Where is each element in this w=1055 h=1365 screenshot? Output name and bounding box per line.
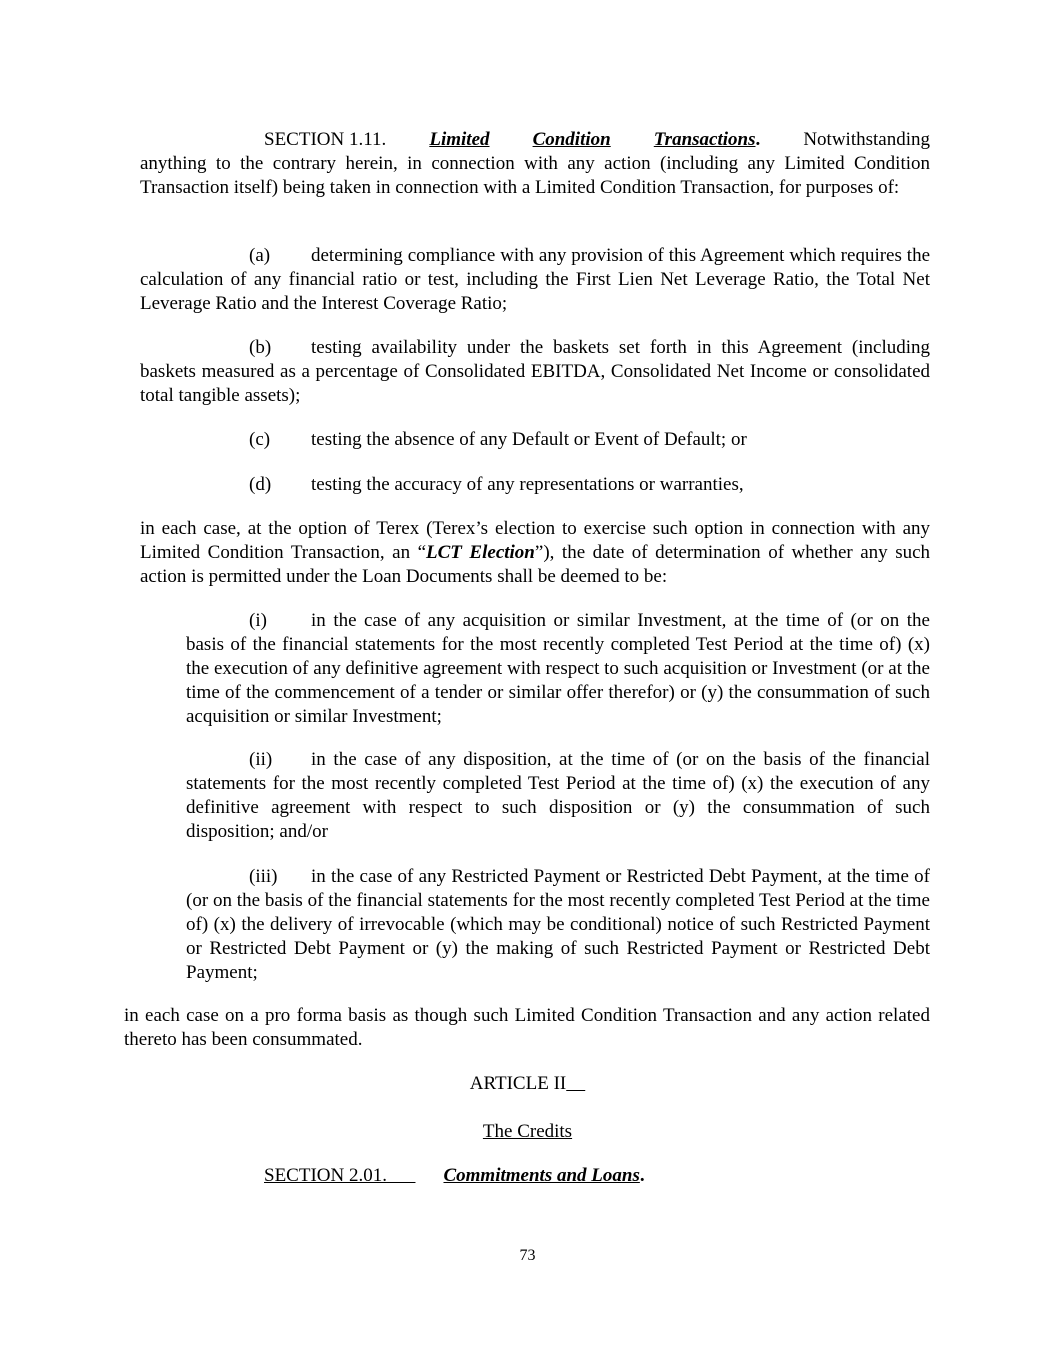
page-number: 73 <box>519 1247 536 1264</box>
clause-ii-label: (ii) <box>249 749 273 770</box>
lct-election-paragraph <box>140 517 930 589</box>
clause-i-label: (i) <box>249 610 267 631</box>
clause-a-label: (a) <box>249 245 271 266</box>
clause-iii <box>186 865 930 985</box>
clause-a <box>140 244 930 316</box>
clause-b <box>140 336 930 408</box>
clause-ii-text: in the case of any disposition, at the time of (or on the basis of the financial statements for the most recently completed Test Period at the time of) (x) the execution of any definitive agreement with respect to such disposition or (y) the consummation of such disposition; and/or <box>186 749 930 842</box>
clause-d-label: (d) <box>249 474 272 495</box>
article-subheading <box>0 1120 1055 1144</box>
closing-paragraph: in each case on a pro forma basis as though such Limited Condition Transaction and any action related thereto has been consummated. <box>124 1005 930 1050</box>
clause-d-text: testing the accuracy of any representations or warranties, <box>311 474 744 495</box>
section-1-11-title-word-3: Transactions <box>653 129 756 150</box>
section-1-11-title-period: . <box>755 129 761 150</box>
clause-i-text: in the case of any acquisition or similar Investment, at the time of (or on the basis of the financial statements for the most recently completed Test Period at the time of) (x) the execution of any definitive agreement with respect to such acquisition or Investment (or at the time of the commencement of a tender or similar offer therefor) or (y) the consummation of such acquisition or similar Investment; <box>186 610 930 727</box>
section-1-11-lead-word: Notwithstanding <box>803 129 930 150</box>
clause-c-text: testing the absence of any Default or Event of Default; or <box>311 429 747 450</box>
section-2-01-number <box>264 1165 415 1186</box>
article-heading-text: ARTICLE II <box>469 1073 567 1094</box>
clause-c-label: (c) <box>249 429 271 450</box>
clause-i <box>186 609 930 729</box>
section-1-11-title-word-1: Limited <box>429 129 490 150</box>
section-1-11-heading-line <box>264 128 930 152</box>
clause-b-text: testing availability under the baskets set forth in this Agreement (including baskets measured as a percentage of Consolidated EBITDA, Consolidated Net Income or consolidated total tangible assets); <box>140 337 930 406</box>
article-heading <box>0 1072 1055 1096</box>
article-heading-underline <box>566 1073 585 1094</box>
lct-pre-text: in each case, at the option of Terex (Terex’s election to exercise such option in connection with any Limited Condition Transaction, an “ <box>140 518 930 563</box>
clause-a-text: determining compliance with any provision of this Agreement which requires the calculation of any financial ratio or test, including the First Lien Net Leverage Ratio, the Total Net Leverage Ratio and the Interest Coverage Ratio; <box>140 245 930 314</box>
section-2-01-heading <box>264 1164 645 1188</box>
article-subheading-text: The Credits <box>482 1121 573 1142</box>
section-2-01-number-text: SECTION 2.01. <box>264 1165 387 1186</box>
lct-election-term: LCT Election <box>426 542 535 563</box>
clause-b-label: (b) <box>249 337 272 358</box>
section-2-01-title: Commitments and Loans <box>443 1165 640 1186</box>
clause-d <box>249 473 744 497</box>
section-1-11-title-word-2: Condition <box>532 129 611 150</box>
lct-post-text: ”), the date of determination of whether any such action is permitted under the Loan Documents shall be deemed to be: <box>140 542 931 587</box>
clause-iii-label: (iii) <box>249 866 278 887</box>
section-2-01-title-period: . <box>639 1165 645 1186</box>
clause-ii <box>186 748 930 844</box>
clause-iii-text: in the case of any Restricted Payment or Restricted Debt Payment, at the time of (or on the basis of the financial statements for the most recently completed Test Period at the time of) (x) the delivery of irrevocable (which may be conditional) notice of such Restricted Payment or Restricted Debt Payment or (y) the making of such Restricted Payment or Restricted Debt Payment; <box>186 866 930 983</box>
section-1-11-body: anything to the contrary herein, in connection with any action (including any Limited Condition Transaction itself) being taken in connection with a Limited Condition Transaction, for purposes of: <box>140 153 930 198</box>
clause-c <box>249 428 747 452</box>
section-1-11-number: SECTION 1.11. <box>264 129 387 150</box>
